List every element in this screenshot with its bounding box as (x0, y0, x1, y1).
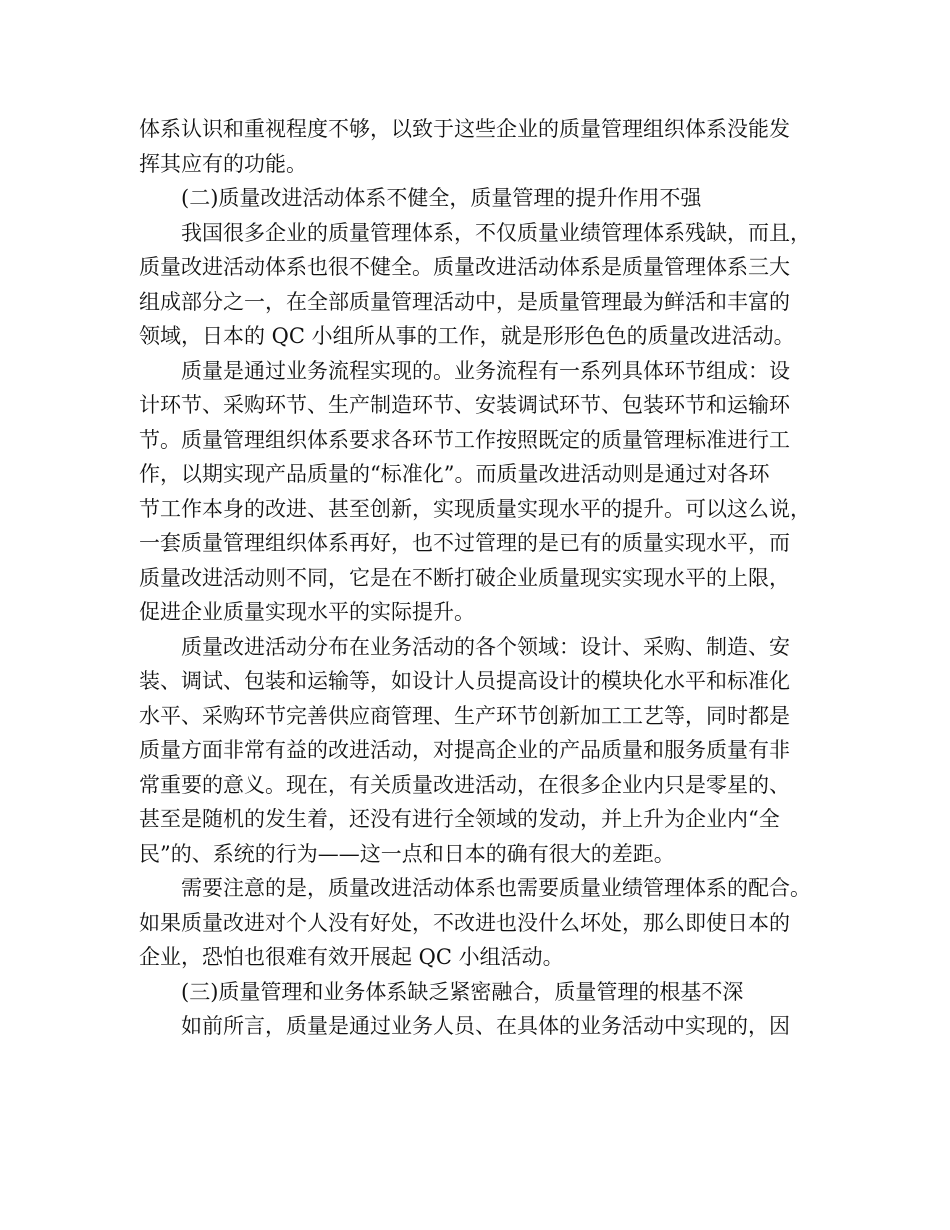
text-line: 挥其应有的功能。 (139, 151, 307, 176)
paragraph-start: 质量是通过业务流程实现的。业务流程有一系列具体环节组成：设 (181, 358, 790, 383)
text-line: 企业，恐怕也很难有效开展起 QC 小组活动。 (139, 945, 564, 969)
section-heading: (三)质量管理和业务体系缺乏紧密融合，质量管理的根基不深 (181, 979, 744, 1004)
text-line: 节。质量管理组织体系要求各环节工作按照既定的质量管理标准进行工 (139, 427, 790, 452)
text-line: 甚至是随机的发生着，还没有进行全领域的发动，并上升为企业内“全 (139, 807, 780, 831)
body-text (139, 112, 819, 1044)
text-line: 如果质量改进对个人没有好处，不改进也没什么坏处，那么即使日本的 (139, 910, 790, 935)
text-line: 质量改进活动则不同，它是在不断打破企业质量现实实现水平的上限， (139, 565, 790, 590)
paragraph-start: 需要注意的是，质量改进活动体系也需要质量业绩管理体系的配合。 (181, 876, 811, 900)
text-line: 节工作本身的改进、甚至创新，实现质量实现水平的提升。可以这么说， (139, 496, 811, 521)
text-line: 质量方面非常有益的改进活动，对提高企业的产品质量和服务质量有非 (139, 738, 790, 762)
text-line: 体系认识和重视程度不够，以致于这些企业的质量管理组织体系没能发 (139, 117, 790, 141)
text-line: 领域，日本的 QC 小组所从事的工作，就是形形色色的质量改进活动。 (139, 324, 795, 348)
text-line: 作，以期实现产品质量的“标准化”。而质量改进活动则是通过对各环 (139, 462, 770, 486)
text-line: 组成部分之一，在全部质量管理活动中，是质量管理最为鲜活和丰富的 (139, 289, 790, 314)
paragraph-start: 如前所言，质量是通过业务人员、在具体的业务活动中实现的，因 (181, 1014, 790, 1038)
paragraph-start: 质量改进活动分布在业务活动的各个领域：设计、采购、制造、安 (181, 634, 790, 659)
text-line: 质量改进活动体系也很不健全。质量改进活动体系是质量管理体系三大 (139, 255, 790, 279)
text-line: 计环节、采购环节、生产制造环节、安装调试环节、包装环节和运输环 (139, 393, 790, 417)
text-line: 民”的、系统的行为——这一点和日本的确有很大的差距。 (139, 841, 675, 866)
text-line: 装、调试、包装和运输等，如设计人员提高设计的模块化水平和标准化 (139, 669, 790, 693)
text-line: 一套质量管理组织体系再好，也不过管理的是已有的质量实现水平，而 (139, 531, 790, 555)
text-line: 常重要的意义。现在，有关质量改进活动，在很多企业内只是零星的、 (139, 772, 790, 797)
text-line: 水平、采购环节完善供应商管理、生产环节创新加工工艺等，同时都是 (139, 703, 790, 728)
text-line: 促进企业质量实现水平的实际提升。 (139, 600, 475, 624)
section-heading: (二)质量改进活动体系不健全，质量管理的提升作用不强 (181, 186, 702, 210)
paragraph-start: 我国很多企业的质量管理体系，不仅质量业绩管理体系残缺，而且， (181, 220, 811, 245)
